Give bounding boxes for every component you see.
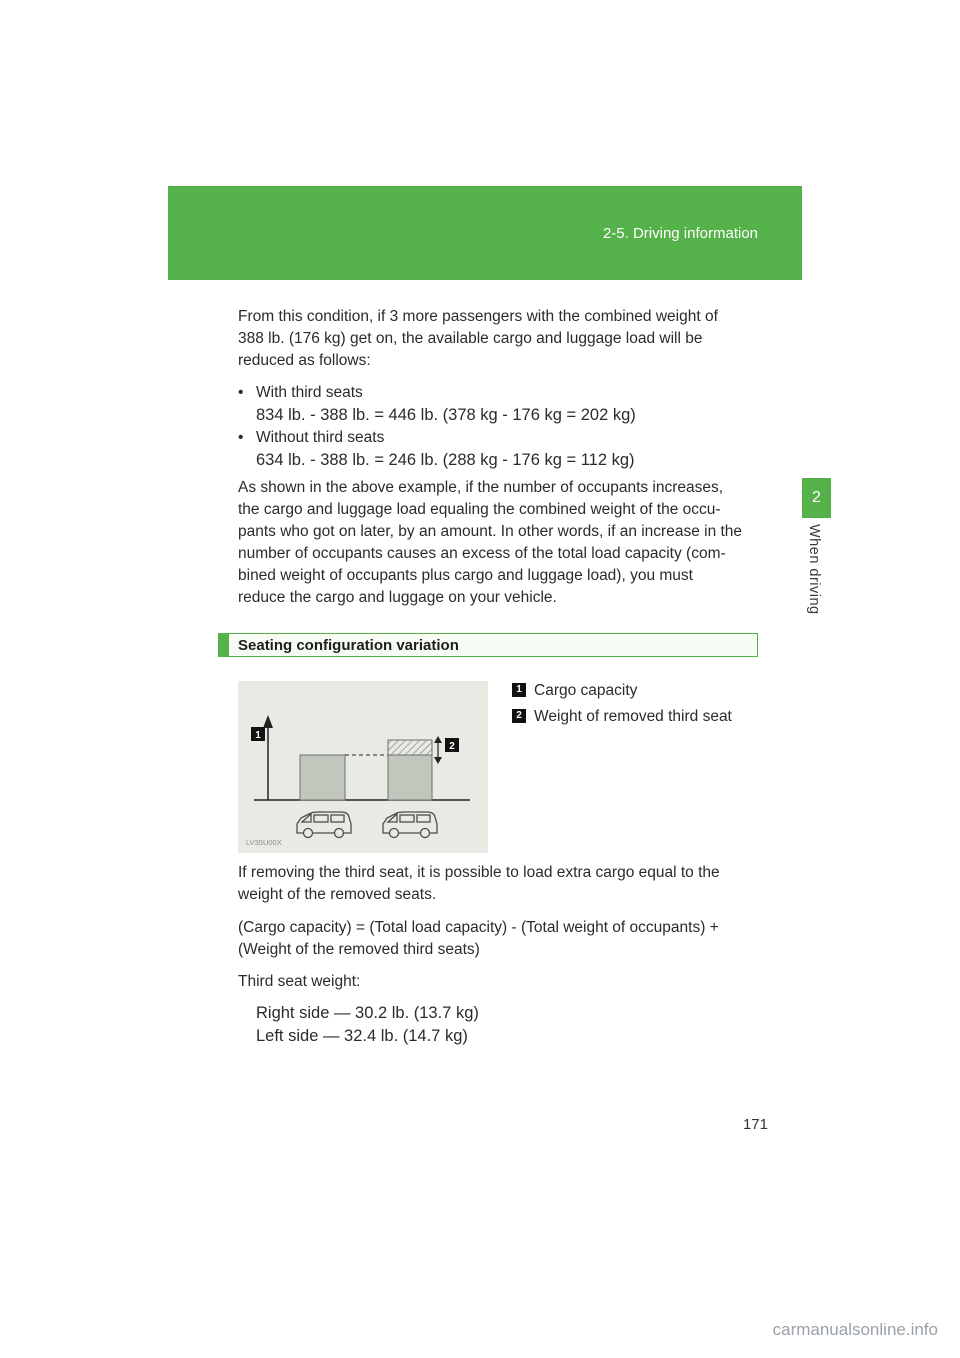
- capacity-formula-paragraph: (Cargo capacity) = (Total load capacity) - (Total weight of occupants) + (Weight of the removed third seats): [238, 919, 719, 958]
- height-arrow-up-icon: [434, 736, 442, 743]
- bar-with-third-seats: [300, 755, 345, 800]
- bar-without-third-seats: [388, 755, 432, 800]
- bullet-label: • With third seats: [238, 382, 760, 404]
- section-title: Seating configuration variation: [238, 636, 459, 654]
- chapter-number: 2: [812, 489, 821, 506]
- height-arrow-down-icon: [434, 757, 442, 764]
- section-header-label: 2-5. Driving information: [602, 224, 758, 242]
- section-header-band: [168, 186, 802, 280]
- intro-paragraph: From this condition, if 3 more passengers with the combined weight of 388 lb. (176 kg) get on, the available cargo and luggage load will be reduced as follows:: [238, 308, 718, 369]
- extra-capacity-hatch: [388, 740, 432, 755]
- legend-label: Weight of removed third seat: [534, 708, 732, 725]
- legend-item: [512, 680, 732, 701]
- bullet-formula: 834 lb. - 388 lb. = 446 lb. (378 kg - 176 kg = 202 kg): [256, 406, 636, 424]
- bullet-list: [238, 382, 760, 472]
- bullet-formula: 634 lb. - 388 lb. = 246 lb. (288 kg - 176 kg = 112 kg): [256, 451, 635, 469]
- seat-weight-values: Right side — 30.2 lb. (13.7 kg) Left side — 32.4 lb. (14.7 kg): [256, 1004, 479, 1045]
- page-number: 171: [742, 1116, 768, 1133]
- diagram-legend: [512, 680, 732, 732]
- seating-configuration-diagram: [238, 681, 488, 853]
- section-title-box: [218, 633, 758, 657]
- watermark: carmanualsonline.info: [772, 1320, 938, 1339]
- van-icon: [297, 812, 351, 838]
- diagram-marker-2-label: 2: [449, 741, 455, 752]
- legend-item: [512, 706, 732, 727]
- green-accent-bar: [219, 634, 229, 656]
- chapter-number-tab: [802, 478, 831, 518]
- cargo-capacity-diagram: [238, 681, 488, 853]
- legend-marker-1: 1: [512, 683, 526, 697]
- third-seat-weight-heading: Third seat weight:: [238, 973, 361, 990]
- explanation-paragraph: As shown in the above example, if the number of occupants increases, the cargo and luggage load equaling the combined weight of the occu- pants who got on later, by an amount. In other words, if an increase in the number of occupants causes an excess of the total load capacity (com- bined weight of occupants plus cargo and luggage load), you must reduce the cargo and luggage on your vehicle.: [238, 479, 743, 606]
- bullet-label: • Without third seats: [238, 427, 760, 449]
- legend-marker-2: 2: [512, 709, 526, 723]
- chapter-side-label: When driving: [806, 524, 822, 615]
- removal-paragraph: If removing the third seat, it is possible to load extra cargo equal to the weight of the removed seats.: [238, 864, 720, 903]
- van-icon: [383, 812, 437, 838]
- illustration-code: LV35U00X: [246, 838, 282, 847]
- legend-label: Cargo capacity: [534, 682, 638, 699]
- diagram-marker-1-label: 1: [255, 730, 261, 741]
- bullet-item: [238, 427, 760, 472]
- axis-arrowhead-icon: [263, 715, 273, 728]
- bullet-item: [238, 382, 760, 427]
